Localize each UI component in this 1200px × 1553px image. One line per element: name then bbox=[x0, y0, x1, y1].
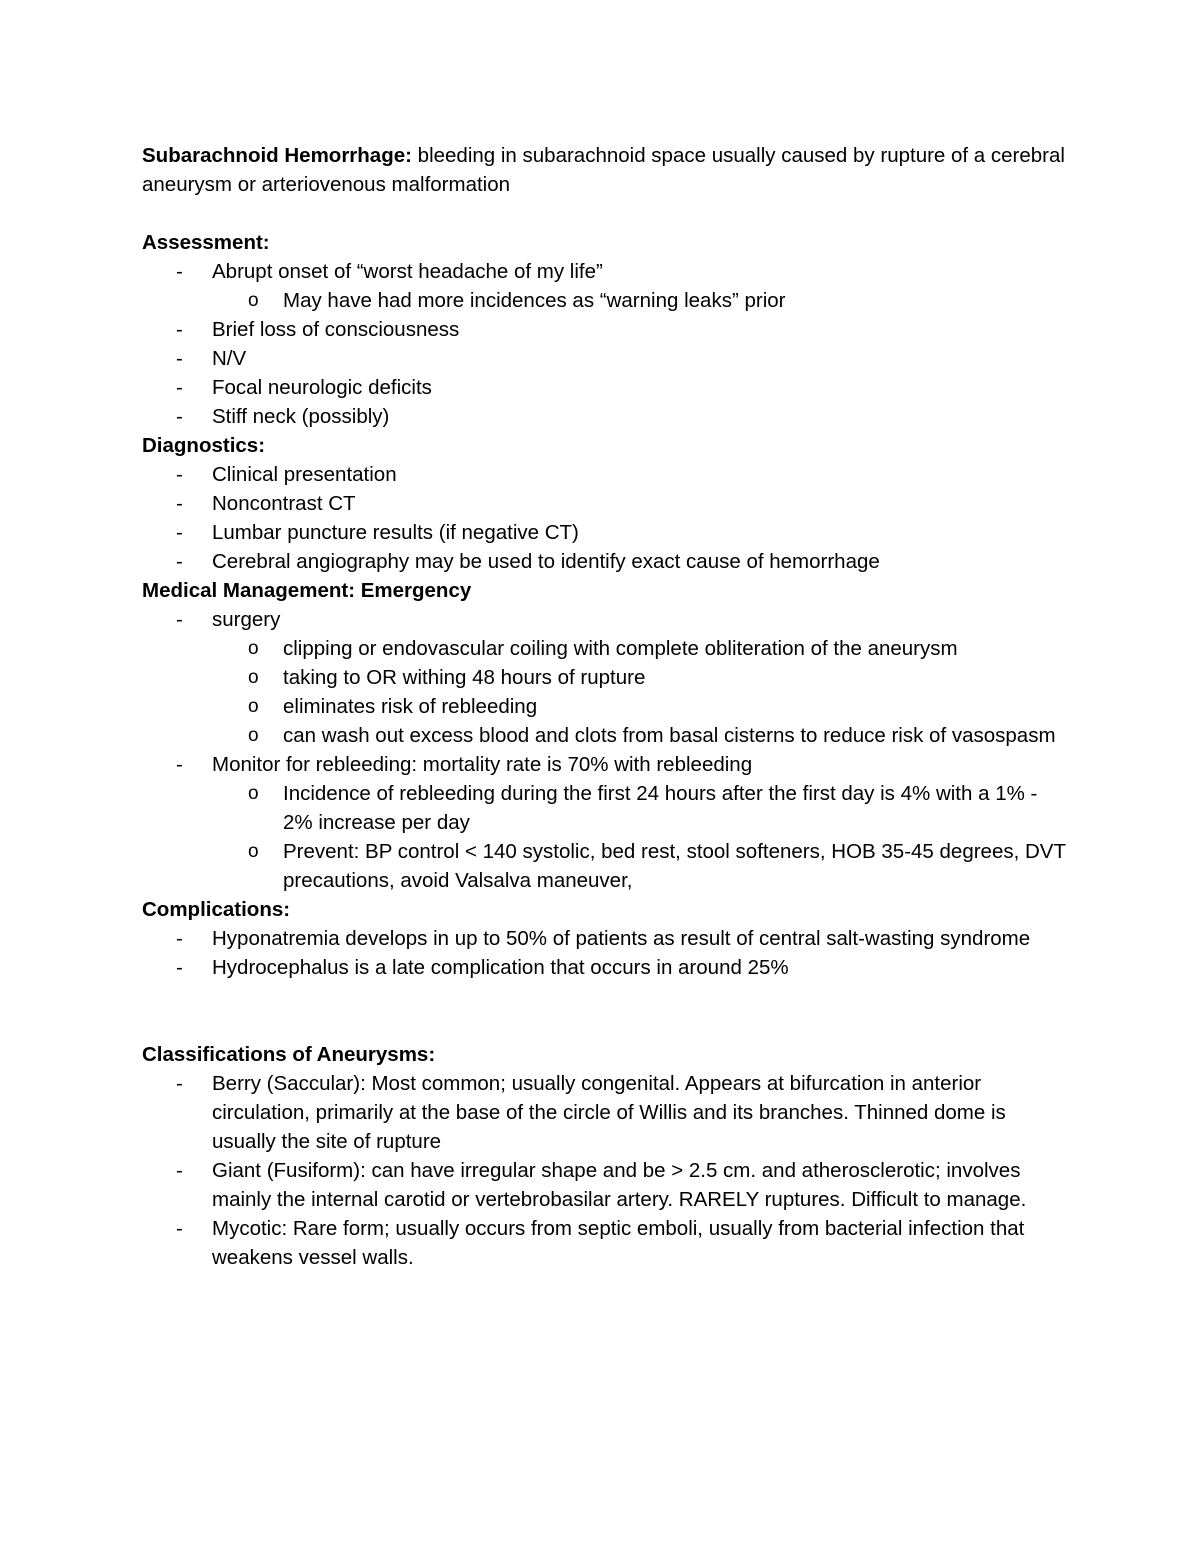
circle-bullet: o bbox=[248, 696, 259, 717]
list-item-text: Mycotic: Rare form; usually occurs from septic emboli, usually from bacterial infection that weakens vessel walls. bbox=[212, 1217, 1025, 1269]
list-item bbox=[142, 286, 1072, 315]
list-item-text: May have had more incidences as “warning leaks” prior bbox=[283, 289, 786, 312]
dash-bullet: - bbox=[176, 1159, 183, 1182]
list-item bbox=[142, 692, 1072, 721]
list-item bbox=[142, 1156, 1072, 1214]
circle-bullet: o bbox=[248, 638, 259, 659]
circle-bullet: o bbox=[248, 290, 259, 311]
list-item-text: Abrupt onset of “worst headache of my life” bbox=[212, 260, 603, 283]
list-item-text: Brief loss of consciousness bbox=[212, 318, 460, 341]
list-item bbox=[142, 837, 1072, 895]
list-item-text: Cerebral angiography may be used to identify exact cause of hemorrhage bbox=[212, 550, 880, 573]
dash-bullet: - bbox=[176, 405, 183, 428]
list-item-text: Lumbar puncture results (if negative CT) bbox=[212, 521, 579, 544]
dash-bullet: - bbox=[176, 260, 183, 283]
list-item bbox=[142, 1069, 1072, 1156]
intro-paragraph bbox=[142, 141, 1072, 199]
dash-bullet: - bbox=[176, 550, 183, 573]
dash-bullet: - bbox=[176, 753, 183, 776]
list-item-text: Noncontrast CT bbox=[212, 492, 356, 515]
list-item bbox=[142, 489, 1072, 518]
list-item-text: Hyponatremia develops in up to 50% of patients as result of central salt-wasting syndrome bbox=[212, 927, 1031, 950]
diagnostics-heading: Diagnostics: bbox=[142, 434, 266, 457]
list-item bbox=[142, 779, 1072, 837]
dash-bullet: - bbox=[176, 463, 183, 486]
dash-bullet: - bbox=[176, 492, 183, 515]
list-item-text: clipping or endovascular coiling with complete obliteration of the aneurysm bbox=[283, 637, 958, 660]
list-item bbox=[142, 402, 1072, 431]
dash-bullet: - bbox=[176, 347, 183, 370]
circle-bullet: o bbox=[248, 783, 259, 804]
list-item-text: Monitor for rebleeding: mortality rate is 70% with rebleeding bbox=[212, 753, 753, 776]
management-heading: Medical Management: Emergency bbox=[142, 579, 472, 602]
complications-heading: Complications: bbox=[142, 898, 291, 921]
dash-bullet: - bbox=[176, 1072, 183, 1095]
dash-bullet: - bbox=[176, 956, 183, 979]
document-body bbox=[142, 141, 1072, 1272]
circle-bullet: o bbox=[248, 725, 259, 746]
list-item-text: surgery bbox=[212, 608, 281, 631]
list-item-text: Stiff neck (possibly) bbox=[212, 405, 390, 428]
intro-term: Subarachnoid Hemorrhage: bbox=[142, 144, 412, 167]
dash-bullet: - bbox=[176, 318, 183, 341]
dash-bullet: - bbox=[176, 608, 183, 631]
list-item bbox=[142, 605, 1072, 634]
list-item-text: can wash out excess blood and clots from basal cisterns to reduce risk of vasospasm bbox=[283, 724, 1056, 747]
list-item-text: Prevent: BP control < 140 systolic, bed rest, stool softeners, HOB 35-45 degrees, DVT precautions, avoid Valsalva maneuver, bbox=[283, 840, 1066, 892]
intro-definition: bleeding in subarachnoid space usually caused by rupture of a cerebral aneurysm or arteriovenous malformation bbox=[142, 144, 1065, 196]
dash-bullet: - bbox=[176, 1217, 183, 1240]
list-item bbox=[142, 344, 1072, 373]
list-item bbox=[142, 257, 1072, 286]
list-item-text: Incidence of rebleeding during the first 24 hours after the first day is 4% with a 1% - 2% increase per day bbox=[283, 782, 1038, 834]
list-item bbox=[142, 1214, 1072, 1272]
dash-bullet: - bbox=[176, 376, 183, 399]
list-item bbox=[142, 460, 1072, 489]
list-item bbox=[142, 518, 1072, 547]
list-item bbox=[142, 721, 1072, 750]
list-item bbox=[142, 924, 1072, 953]
list-item-text: Focal neurologic deficits bbox=[212, 376, 432, 399]
dash-bullet: - bbox=[176, 521, 183, 544]
list-item bbox=[142, 634, 1072, 663]
list-item bbox=[142, 663, 1072, 692]
list-item-text: Hydrocephalus is a late complication that occurs in around 25% bbox=[212, 956, 789, 979]
list-item bbox=[142, 547, 1072, 576]
list-item-text: Giant (Fusiform): can have irregular shape and be > 2.5 cm. and atherosclerotic; involves mainly the internal carotid or vertebrobasilar artery. RARELY ruptures. Difficult to manage. bbox=[212, 1159, 1027, 1211]
list-item bbox=[142, 373, 1072, 402]
list-item bbox=[142, 750, 1072, 779]
classifications-heading: Classifications of Aneurysms: bbox=[142, 1043, 436, 1066]
circle-bullet: o bbox=[248, 841, 259, 862]
circle-bullet: o bbox=[248, 667, 259, 688]
list-item-text: N/V bbox=[212, 347, 247, 370]
list-item-text: Berry (Saccular): Most common; usually congenital. Appears at bifurcation in anterior circulation, primarily at the base of the circle of Willis and its branches. Thinned dome is usually the site of rupture bbox=[212, 1072, 1006, 1153]
list-item-text: taking to OR withing 48 hours of rupture bbox=[283, 666, 646, 689]
list-item-text: Clinical presentation bbox=[212, 463, 397, 486]
dash-bullet: - bbox=[176, 927, 183, 950]
assessment-heading: Assessment: bbox=[142, 231, 270, 254]
list-item bbox=[142, 953, 1072, 982]
list-item bbox=[142, 315, 1072, 344]
list-item-text: eliminates risk of rebleeding bbox=[283, 695, 538, 718]
